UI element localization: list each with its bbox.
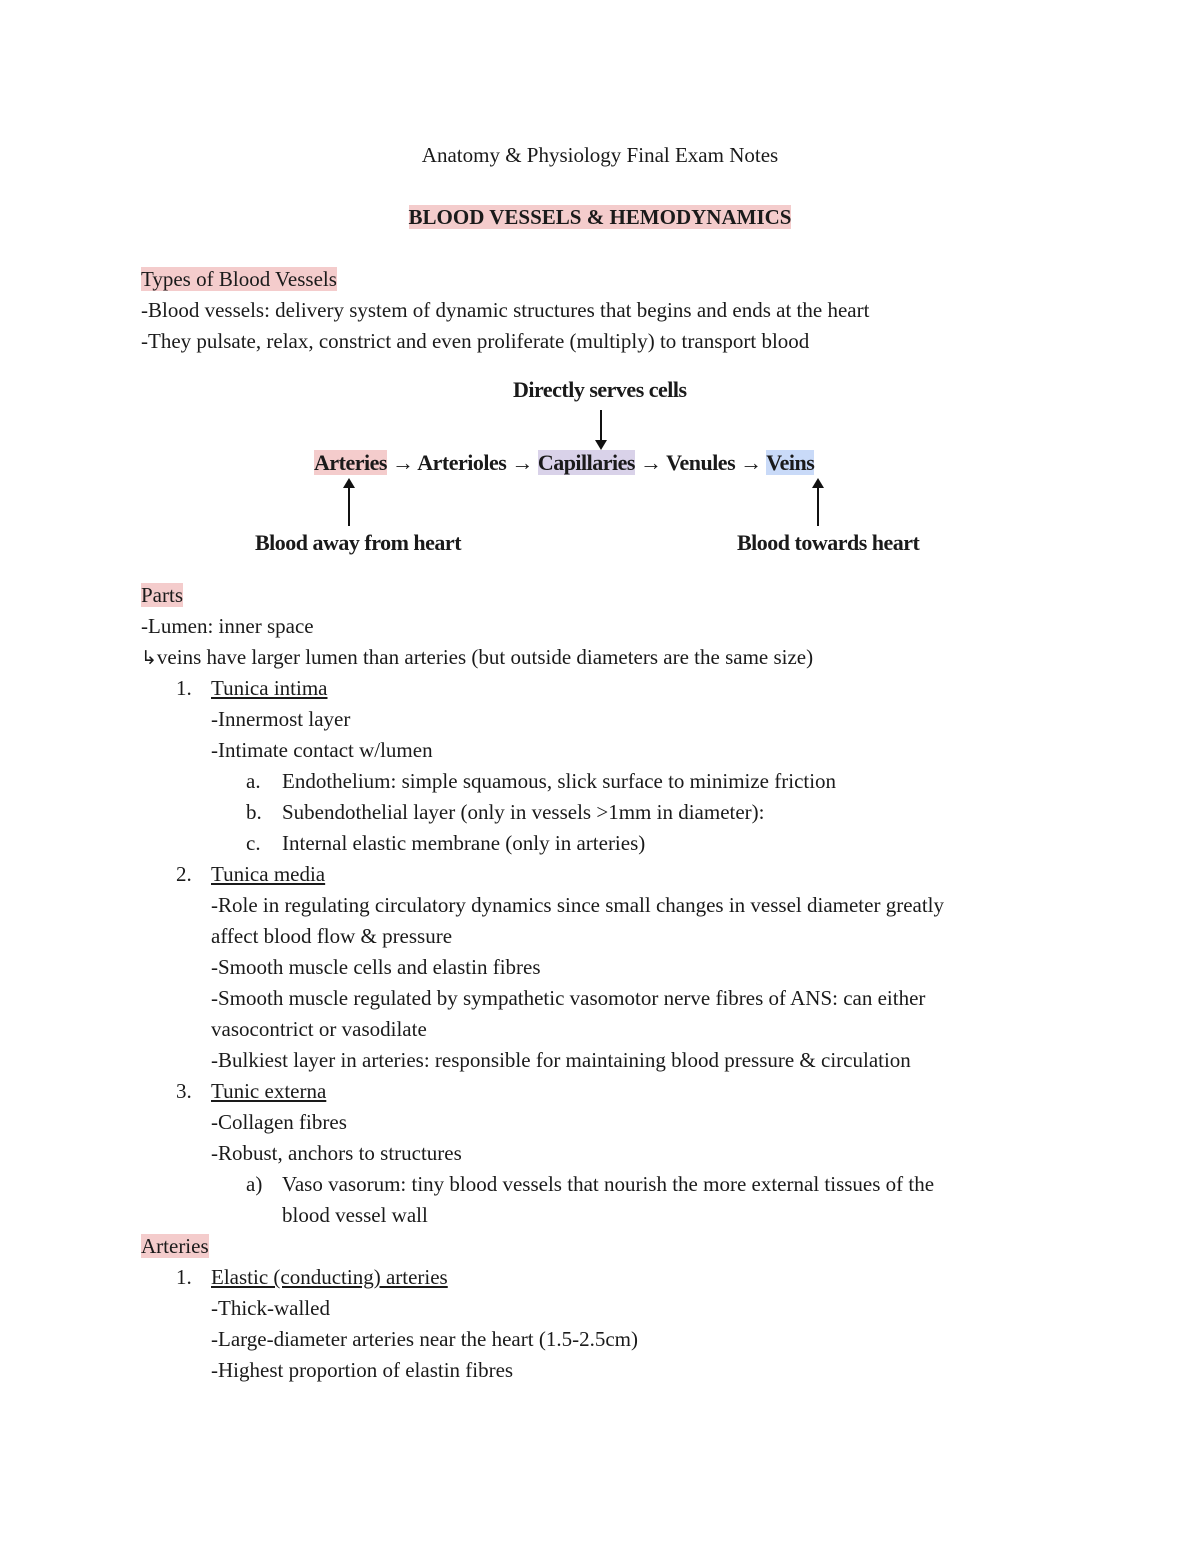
list-item-line: -Highest proportion of elastin fibres xyxy=(211,1358,514,1382)
arrow-up-icon xyxy=(817,480,819,526)
list-number: 3. xyxy=(176,1079,192,1103)
return-arrow-icon: ↳ xyxy=(141,647,157,669)
arrow-up-icon xyxy=(348,480,350,526)
diagram-right-label: Blood towards heart xyxy=(737,530,920,555)
list-item-title: Elastic (conducting) arteries xyxy=(211,1265,448,1289)
diagram-left-label: Blood away from heart xyxy=(255,530,462,555)
list-item-title: Tunica intima xyxy=(211,676,328,700)
list-item-line: -Robust, anchors to structures xyxy=(211,1141,462,1165)
arrow-down-icon xyxy=(600,410,602,448)
sub-marker: a) xyxy=(246,1172,263,1196)
parts-heading: Parts xyxy=(141,583,183,607)
arrow-icon: → xyxy=(639,450,662,475)
list-item-line: -Smooth muscle regulated by sympathetic vasomotor nerve fibres of ANS: can either xyxy=(211,986,926,1010)
list-item-line: -Collagen fibres xyxy=(211,1110,347,1134)
types-line-2: -They pulsate, relax, constrict and even proliferate (multiply) to transport blood xyxy=(141,329,810,353)
sub-item: Endothelium: simple squamous, slick surface to minimize friction xyxy=(282,769,837,793)
parts-lumen-note: ↳veins have larger lumen than arteries (but outside diameters are the same size) xyxy=(141,645,814,669)
diagram-top-label: Directly serves cells xyxy=(513,377,687,402)
list-item-line: -Smooth muscle cells and elastin fibres xyxy=(211,955,541,979)
list-item-line: -Role in regulating circulatory dynamics since small changes in vessel diameter greatly xyxy=(211,893,945,917)
list-item-title: Tunica media xyxy=(211,862,326,886)
arrow-icon: → xyxy=(391,450,414,475)
vessel-arterioles: Arterioles xyxy=(417,450,507,475)
section-title: BLOOD VESSELS & HEMODYNAMICS xyxy=(408,205,792,229)
list-item-line: affect blood flow & pressure xyxy=(211,924,453,948)
list-number: 2. xyxy=(176,862,192,886)
types-line-1: -Blood vessels: delivery system of dynamic structures that begins and ends at the heart xyxy=(141,298,870,322)
sub-item: Subendothelial layer (only in vessels >1mm in diameter): xyxy=(282,800,765,824)
types-heading: Types of Blood Vessels xyxy=(141,267,337,291)
list-number: 1. xyxy=(176,1265,192,1289)
vessel-capillaries: Capillaries xyxy=(537,450,635,475)
arteries-heading: Arteries xyxy=(141,1234,209,1258)
list-number: 1. xyxy=(176,676,192,700)
sub-marker: c. xyxy=(246,831,261,855)
document-title: Anatomy & Physiology Final Exam Notes xyxy=(421,143,779,167)
arrow-icon: → xyxy=(740,450,762,475)
parts-lumen: -Lumen: inner space xyxy=(141,614,314,638)
sub-item: Vaso vasorum: tiny blood vessels that nourish the more external tissues of the xyxy=(282,1172,935,1196)
vessel-venules: Venules xyxy=(666,450,736,475)
vessel-sequence xyxy=(314,449,814,477)
vessel-veins: Veins xyxy=(766,450,815,475)
list-item-line: -Bulkiest layer in arteries: responsible for maintaining blood pressure & circulation xyxy=(211,1048,911,1072)
list-item-line: -Innermost layer xyxy=(211,707,351,731)
list-item-line: -Thick-walled xyxy=(211,1296,330,1320)
list-item-line: -Large-diameter arteries near the heart (1.5-2.5cm) xyxy=(211,1327,638,1351)
list-item-line: -Intimate contact w/lumen xyxy=(211,738,433,762)
list-item-title: Tunic externa xyxy=(211,1079,327,1103)
sub-marker: b. xyxy=(246,800,262,824)
arrow-icon: → xyxy=(511,450,533,475)
sub-item-continuation: blood vessel wall xyxy=(282,1203,428,1227)
list-item-line: vasocontrict or vasodilate xyxy=(211,1017,427,1041)
vessel-arteries: Arteries xyxy=(314,450,387,475)
sub-item: Internal elastic membrane (only in arteries) xyxy=(282,831,646,855)
sub-marker: a. xyxy=(246,769,261,793)
